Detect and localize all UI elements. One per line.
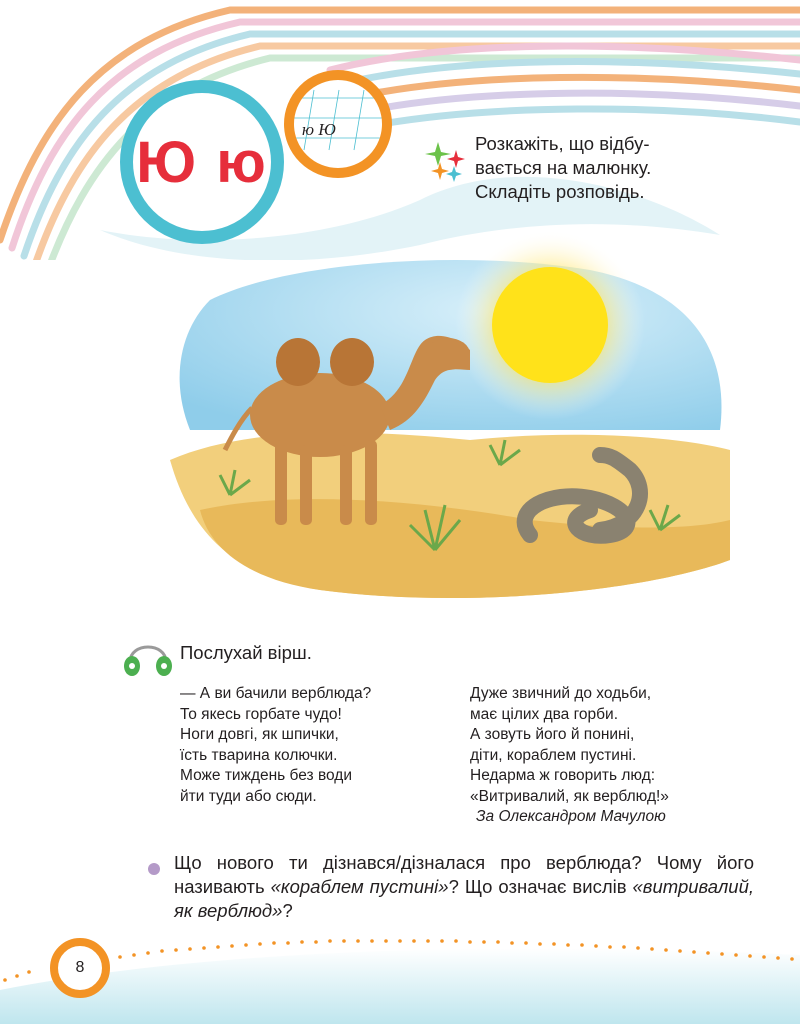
question-part: Що нового ти дізнався/дізналася про верблюда? Чому його називають bbox=[174, 852, 754, 897]
poem-line: Ноги довгі, як шпички, bbox=[180, 726, 339, 743]
footer-decoration bbox=[0, 930, 800, 1024]
question-part: ? Що означає вислів bbox=[448, 876, 633, 897]
letter-title: Ю ю bbox=[136, 129, 268, 195]
rainbow-stripes-decoration bbox=[0, 0, 800, 260]
question-quote: «витривалий, як верблюд» bbox=[174, 876, 755, 921]
poem-right-column bbox=[470, 684, 669, 828]
task-line: Розкажіть, що відбу- bbox=[475, 133, 650, 154]
poem-line: Недарма ж говорить люд: bbox=[470, 767, 656, 784]
poem-line: А зовуть його й понині, bbox=[470, 726, 635, 743]
question-quote: «кораблем пустині» bbox=[270, 876, 449, 897]
question-text bbox=[174, 851, 754, 923]
poem-line: Дуже звичний до ходьби, bbox=[470, 685, 652, 702]
headphones-icon bbox=[122, 632, 174, 680]
ruled-lines-icon bbox=[294, 80, 382, 168]
script-letter-circle bbox=[284, 70, 392, 178]
poem-line: їсть тварина колючки. bbox=[180, 746, 338, 764]
task-line: Складіть розповідь. bbox=[475, 181, 645, 202]
poem-line: Може тиждень без води bbox=[180, 767, 352, 784]
page-number: 8 bbox=[50, 938, 110, 998]
task-line: вається на малюнку. bbox=[475, 157, 652, 178]
poem-left-column bbox=[180, 684, 371, 807]
poem-author: За Олександром Мачулою bbox=[476, 808, 666, 825]
letter-circle bbox=[120, 80, 284, 244]
bullet-icon bbox=[148, 863, 160, 875]
question-part: ? bbox=[282, 900, 293, 921]
sparkle-icon bbox=[424, 140, 468, 184]
desert-camel-illustration bbox=[170, 230, 730, 620]
sun bbox=[492, 267, 608, 383]
script-letter: ю Ю bbox=[302, 120, 336, 139]
poem-line: діти, кораблем пустині. bbox=[470, 746, 637, 764]
poem-line: То якесь горбате чудо! bbox=[180, 705, 342, 723]
poem-line: йти туди або сюди. bbox=[180, 787, 317, 805]
poem-line: має цілих два горби. bbox=[470, 705, 618, 723]
poem-line: — А ви бачили верблюда? bbox=[180, 685, 372, 702]
task-instruction bbox=[475, 132, 725, 204]
listen-heading: Послухай вірш. bbox=[180, 642, 312, 663]
poem-line: «Витривалий, як верблюд!» bbox=[470, 787, 669, 805]
